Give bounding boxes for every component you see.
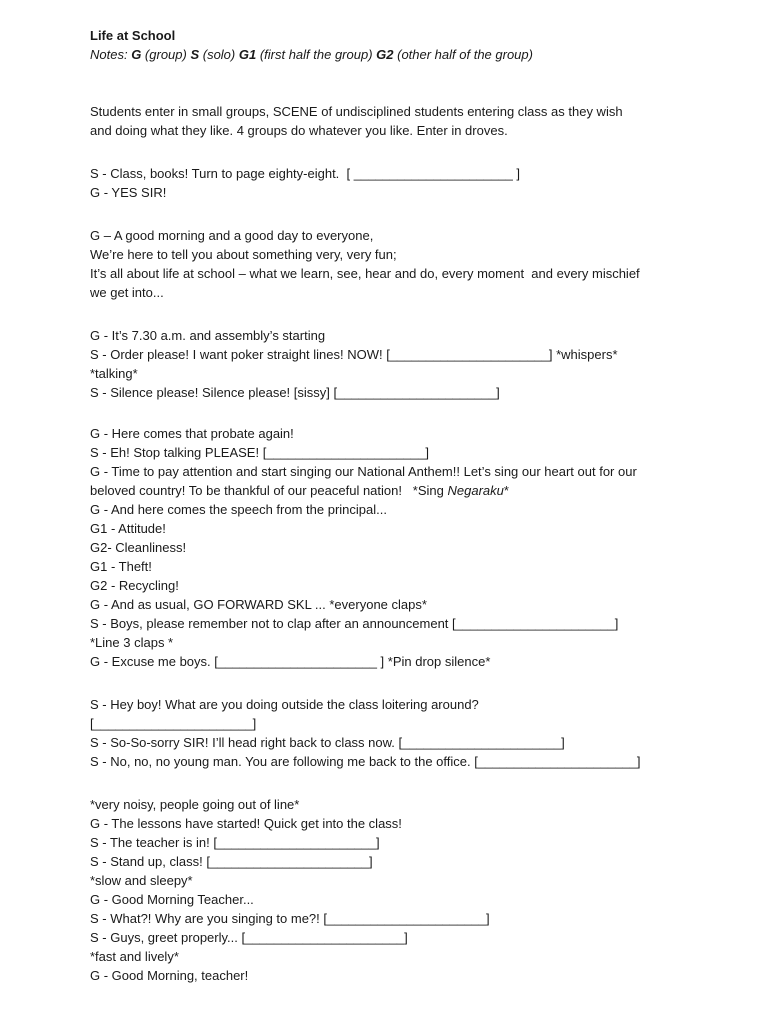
notes-line (90, 45, 730, 64)
script-line: we get into... (90, 285, 164, 300)
script-line: S - Boys, please remember not to clap after an announcement [______________________] (90, 616, 619, 631)
notes-prefix: Notes: (90, 47, 132, 62)
script-line: G - Good Morning Teacher... (90, 892, 254, 907)
intro-line: and doing what they like. 4 groups do whatever you like. Enter in droves. (90, 123, 508, 138)
document-title: Life at School (90, 28, 176, 43)
script-line: G2- Cleanliness! (90, 540, 187, 555)
scene-block-2 (90, 226, 730, 302)
script-line: G2 - Recycling! (90, 578, 179, 593)
script-line: S - Hey boy! What are you doing outside the class loitering around? (90, 697, 479, 712)
notes-g2-key: G2 (376, 47, 394, 62)
script-line: S - Guys, greet properly... [______________________] (90, 930, 408, 945)
intro-line: Students enter in small groups, SCENE of undisciplined students entering class as they wish (90, 104, 623, 119)
script-line-anthem (90, 481, 730, 500)
script-line: G - Here comes that probate again! (90, 426, 294, 441)
script-line: S - What?! Why are you singing to me?! [______________________] (90, 911, 490, 926)
notes-g1-desc: (first half the group) (256, 47, 377, 62)
notes-g-key: G (131, 47, 142, 62)
script-line: *talking* (90, 366, 138, 381)
script-line: G - Time to pay attention and start singing our National Anthem!! Let’s sing our heart out for our (90, 464, 637, 479)
script-line: G - Good Morning, teacher! (90, 968, 249, 983)
script-line: G1 - Theft! (90, 559, 152, 574)
script-line: G - It’s 7.30 a.m. and assembly’s starting (90, 328, 326, 343)
script-line: G - Excuse me boys. [______________________ ] *Pin drop silence* (90, 654, 491, 669)
scene-block-6 (90, 795, 730, 985)
scene-block-5 (90, 695, 730, 771)
script-line: G – A good morning and a good day to everyone, (90, 228, 374, 243)
script-line: G - And as usual, GO FORWARD SKL ... *everyone claps* (90, 597, 427, 612)
notes-g2-desc: (other half of the group) (393, 47, 533, 62)
notes-s-desc: (solo) (199, 47, 239, 62)
script-line: S - Order please! I want poker straight lines! NOW! [______________________] *whispers* (90, 347, 618, 362)
scene-block-4 (90, 424, 730, 671)
script-line: G - The lessons have started! Quick get into the class! (90, 816, 402, 831)
notes-g-desc: (group) (141, 47, 191, 62)
script-line: *slow and sleepy* (90, 873, 193, 888)
script-line: S - Stand up, class! [______________________] (90, 854, 373, 869)
script-line: *very noisy, people going out of line* (90, 797, 300, 812)
notes-s-key: S (190, 47, 200, 62)
notes-g1-key: G1 (238, 47, 257, 62)
anthem-suffix: * (503, 483, 509, 498)
script-line: It’s all about life at school – what we learn, see, hear and do, every moment and every mischief (90, 266, 640, 281)
script-document (90, 27, 730, 985)
script-line: G1 - Attitude! (90, 521, 166, 536)
script-line: We’re here to tell you about something very, very fun; (90, 247, 397, 262)
anthem-title: Negaraku (447, 483, 504, 498)
intro-paragraph (90, 102, 730, 140)
script-line: [______________________] (90, 716, 257, 731)
script-line: S - No, no, no young man. You are following me back to the office. [______________________] (90, 754, 641, 769)
anthem-text: beloved country! To be thankful of our peaceful nation! *Sing (90, 483, 448, 498)
script-line: S - Eh! Stop talking PLEASE! [______________________] (90, 445, 429, 460)
script-line: S - So-So-sorry SIR! I’ll head right back to class now. [______________________] (90, 735, 565, 750)
script-line: *Line 3 claps * (90, 635, 174, 650)
script-line: G - YES SIR! (90, 185, 167, 200)
script-line: S - Class, books! Turn to page eighty-eight. [ ______________________ ] (90, 166, 521, 181)
script-line: *fast and lively* (90, 949, 179, 964)
script-line: G - And here comes the speech from the principal... (90, 502, 387, 517)
scene-block-3 (90, 326, 730, 402)
script-line: S - The teacher is in! [______________________] (90, 835, 380, 850)
scene-block-1 (90, 164, 730, 202)
script-line: S - Silence please! Silence please! [sissy] [______________________] (90, 385, 500, 400)
